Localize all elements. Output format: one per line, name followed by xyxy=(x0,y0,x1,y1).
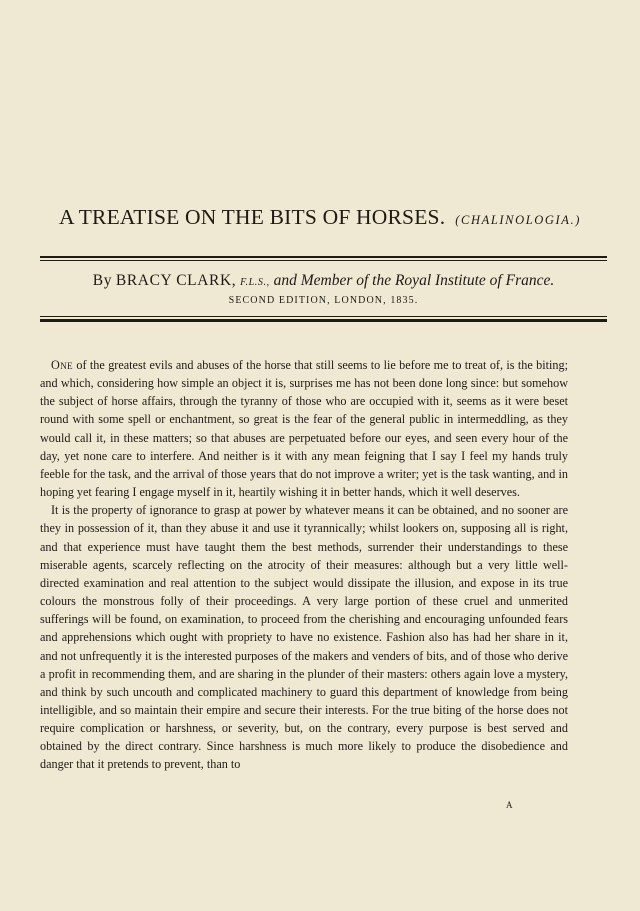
bottom-thick-rule xyxy=(40,319,607,322)
byline-by: By xyxy=(92,272,113,289)
paragraph-1-text: of the greatest evils and abuses of the horse that still seems to lie before me to treat of, is the biting; and which, considering how simple an object it is, surprises me has not been done long since: but somehow the subject of horse affairs, through the tyranny of those who are occupied with it, seems as it were beset round with some spell or enchantment, so great is the fear of the general public in intermeddling, as they would call it, in these matters; so that abuses are perpetuated before our eyes, and seen every hour of the day, yet none care to interfere. And neither is it with any mean feigning that I say I feel my hands truly feeble for the task, and the arrival of those years that do not improve a writer; yet is the task wanting, and in hoping yet fearing I engage myself in it, heartily wishing it in better hands, which it well deserves. xyxy=(40,358,569,500)
edition-line: SECOND EDITION, LONDON, 1835. xyxy=(228,295,419,306)
paragraph-1 xyxy=(40,356,568,501)
author-membership: and Member of the Royal Institute of France. xyxy=(273,272,555,289)
paragraph-2: It is the property of ignorance to grasp at power by whatever means it can be obtained, and no sooner are they in possession of it, than they abuse it and use it tyrannically; whilst lookers on, supposing all is right, and that experience must have taught them the best methods, surrender their understandings to these miserable agents, scarcely reflecting on the atrocity of their measures: although but a very little well-directed examination and real attention to the subject would dissipate the illusion, and expose in its true colours the monstrous folly of their proceedings. A very large portion of these cruel and unmerited sufferings will be found, on examination, to proceed from the cherishing and encouraging unfounded fears and apprehensions which ought with propriety to have no existence. Fashion also has had her share in it, and not unfrequently it is the interested purposes of the makers and venders of bits, and of those who derive a profit in recommending them, and are sharing in the plunder of their masters: others again love a mystery, and think by such uncouth and complicated machinery to guard this department of knowledge from being intelligible, and so maintain their empire and secure their interests. For the true biting of the horse does not require complication or harshness, or severity, but, on the contrary, every purpose is best served and obtained by the direct contrary. Since harshness is much more likely to produce the disobedience and danger that it pretends to prevent, than to xyxy=(40,503,568,772)
byline xyxy=(40,272,607,290)
author-credentials: F.L.S., xyxy=(240,277,270,288)
page-title: A TREATISE ON THE BITS OF HORSES. xyxy=(58,205,446,229)
paragraph-1-lead: One xyxy=(51,358,73,372)
bottom-thin-rule xyxy=(40,316,607,317)
signature-mark: A xyxy=(506,800,513,810)
top-thin-rule xyxy=(40,260,607,261)
author-name: BRACY CLARK, xyxy=(115,272,237,289)
title-row xyxy=(40,205,600,230)
title-subtitle: (CHALINOLOGIA.) xyxy=(455,213,582,227)
top-thick-rule xyxy=(40,256,607,258)
body-text xyxy=(40,356,568,774)
